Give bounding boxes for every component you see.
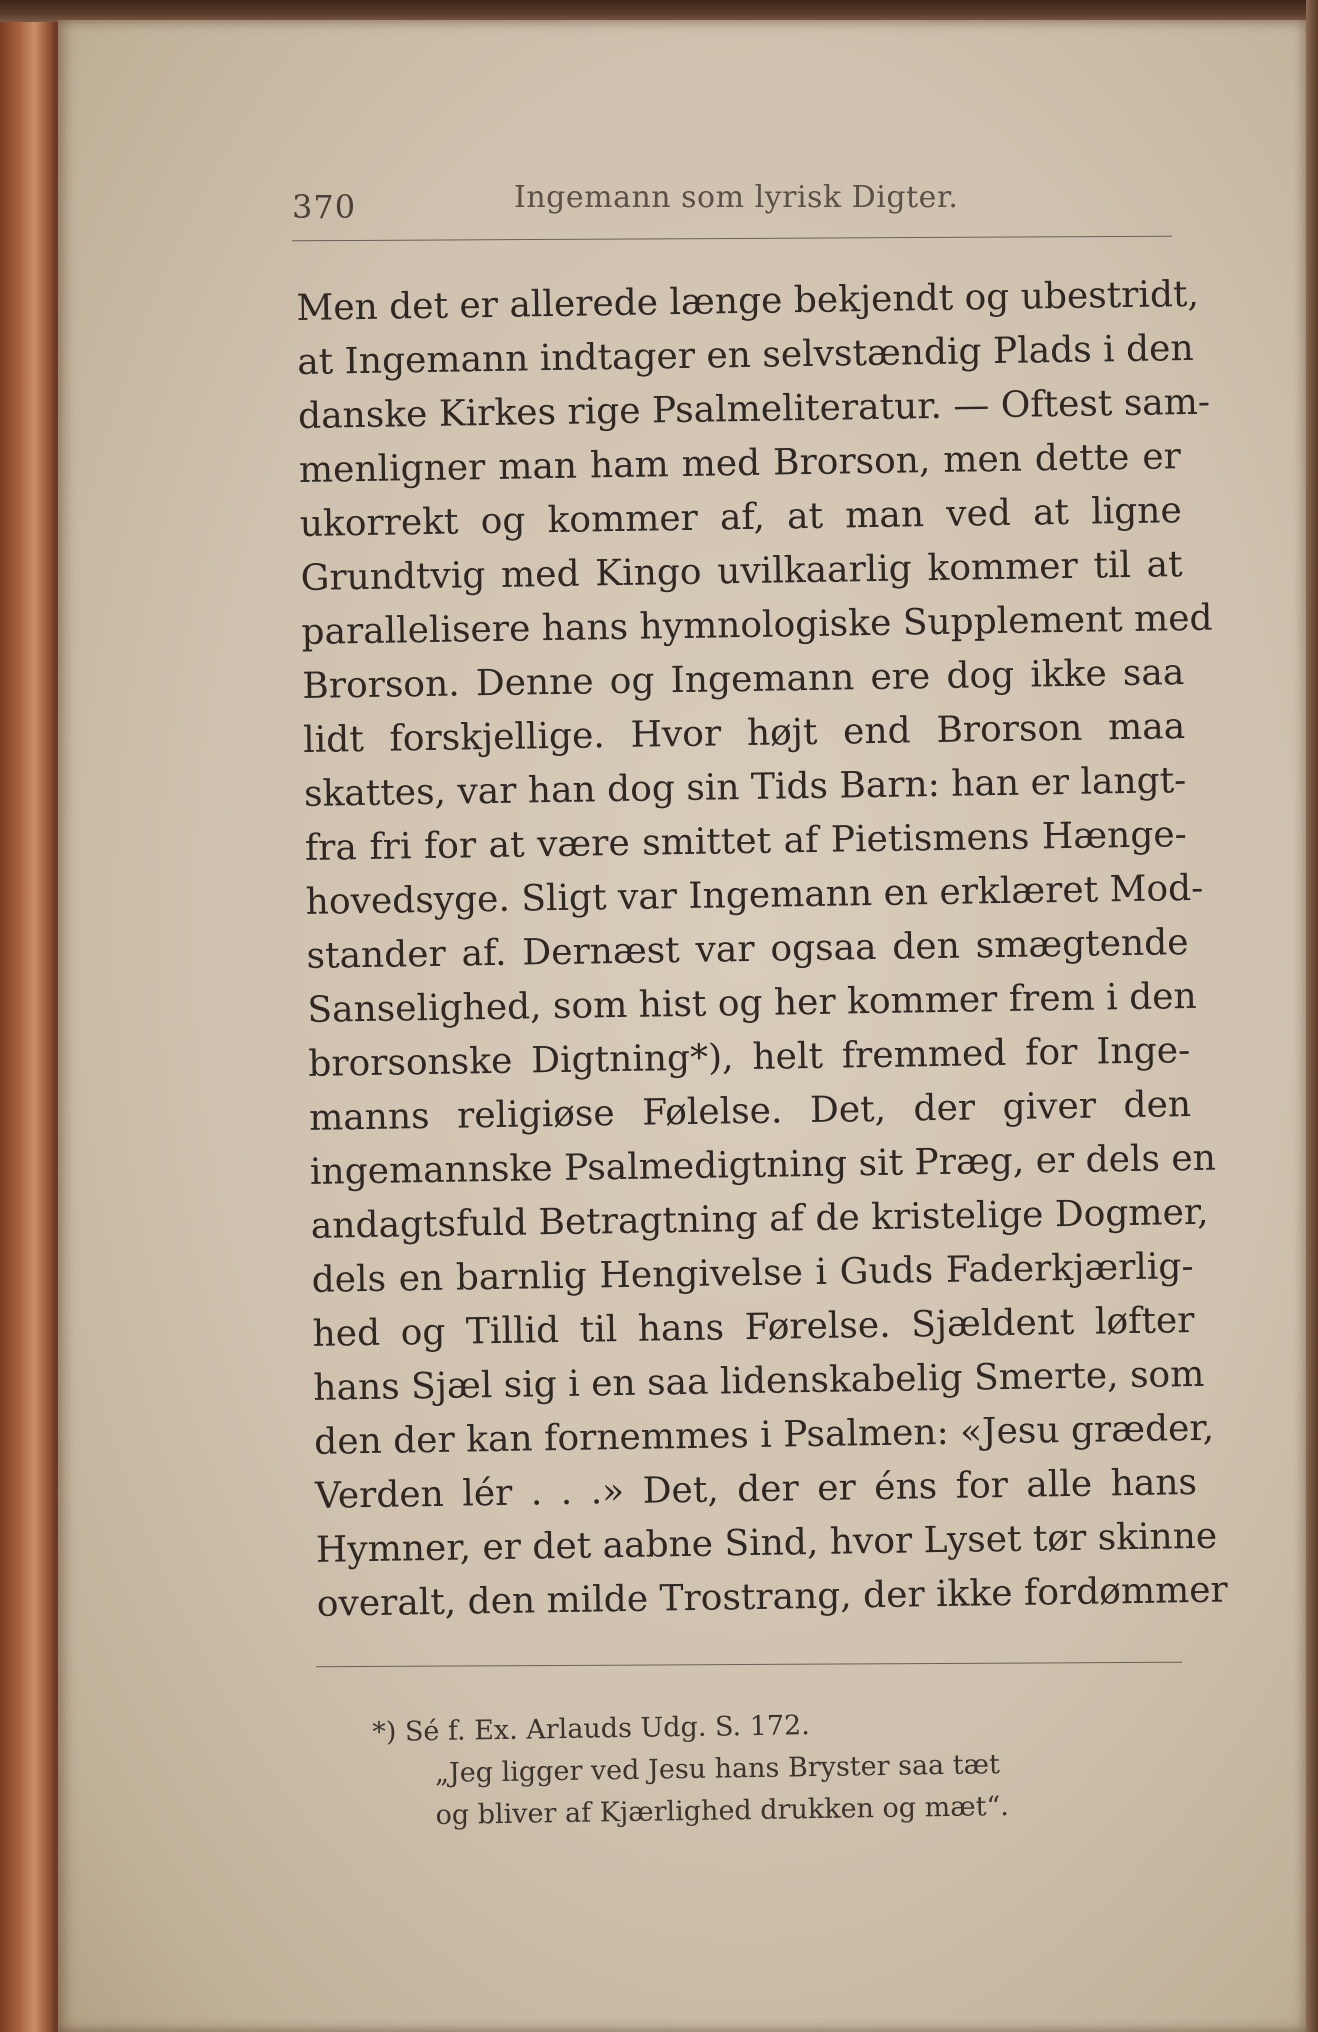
body-line: Grundtvig med Kingo uvilkaarlig kommer til at [300,544,1183,599]
body-line: Men det er allerede længe bekjendt og ubestridt, [296,273,1200,329]
body-line: at Ingemann indtager en selvstændig Plads i den [296,327,1194,383]
footnote-reference: *) Sé f. Ex. Arlauds Udg. S. 172. [372,1710,811,1748]
body-line: menligner man ham med Brorson, men dette er [298,436,1182,491]
body-line: parallelisere hans hymnologiske Supplement med [301,597,1213,653]
body-line: hed og Tillid til hans Førelse. Sjældent løfter [312,1300,1195,1355]
body-line: skattes, var han dog sin Tids Barn: han er langt- [303,760,1187,815]
body-line: lidt forskjellige. Hvor højt end Brorson maa [302,706,1186,761]
body-line: stander af. Dernæst var ogsaa den smægtende [306,922,1189,977]
body-line: ingemannske Psalmedigtning sit Præg, er dels en [309,1137,1217,1193]
body-line: danske Kirkes rige Psalmeliteratur. — Oftest sam- [297,381,1211,437]
body-text [296,268,1229,1632]
body-line: Verden lér . . .» Det, der er éns for alle hans [314,1461,1198,1517]
page-number: 370 [292,188,357,226]
body-line: hovedsyge. Sligt var Ingemann en erklæret Mod- [305,867,1204,923]
body-line: ukorrekt og kommer af, at man ved at ligne [299,490,1183,545]
running-title: Ingemann som lyrisk Digter. [514,180,959,215]
footnote-quote-line: „Jeg ligger ved Jesu hans Bryster saa tæt [434,1749,1001,1790]
body-line: fra fri for at være smittet af Pietismens Hænge- [304,814,1188,869]
body-line: Sanselighed, som hist og her kommer frem i den [307,975,1197,1031]
footnote-quote-line: og bliver af Kjærlighed drukken og mæt“. [435,1791,1010,1832]
body-line: andagtsfuld Betragtning af de kristelige Dogmer, [310,1191,1209,1247]
book-top-edge [0,0,1318,22]
page-header [292,170,1172,240]
body-line: brorsonske Digtning*), helt fremmed for Inge- [307,1030,1191,1085]
body-line: overalt, den milde Trostrang, der ikke fordømmer [316,1569,1229,1625]
body-line: dels en barnlig Hengivelse i Guds Faderkjærlig- [311,1246,1194,1301]
body-line: Hymner, er det aabne Sind, hvor Lyset tør skinne [315,1515,1218,1571]
book-right-edge [1306,0,1318,2032]
body-line: den der kan fornemmes i Psalmen: «Jesu græder, [313,1407,1215,1463]
body-line: hans Sjæl sig i en saa lidenskabelig Smerte, som [313,1353,1205,1409]
footnotes [372,1701,1094,1838]
body-line: Brorson. Denne og Ingemann ere dog ikke saa [302,652,1185,707]
body-line: manns religiøse Følelse. Det, der giver den [308,1084,1192,1139]
